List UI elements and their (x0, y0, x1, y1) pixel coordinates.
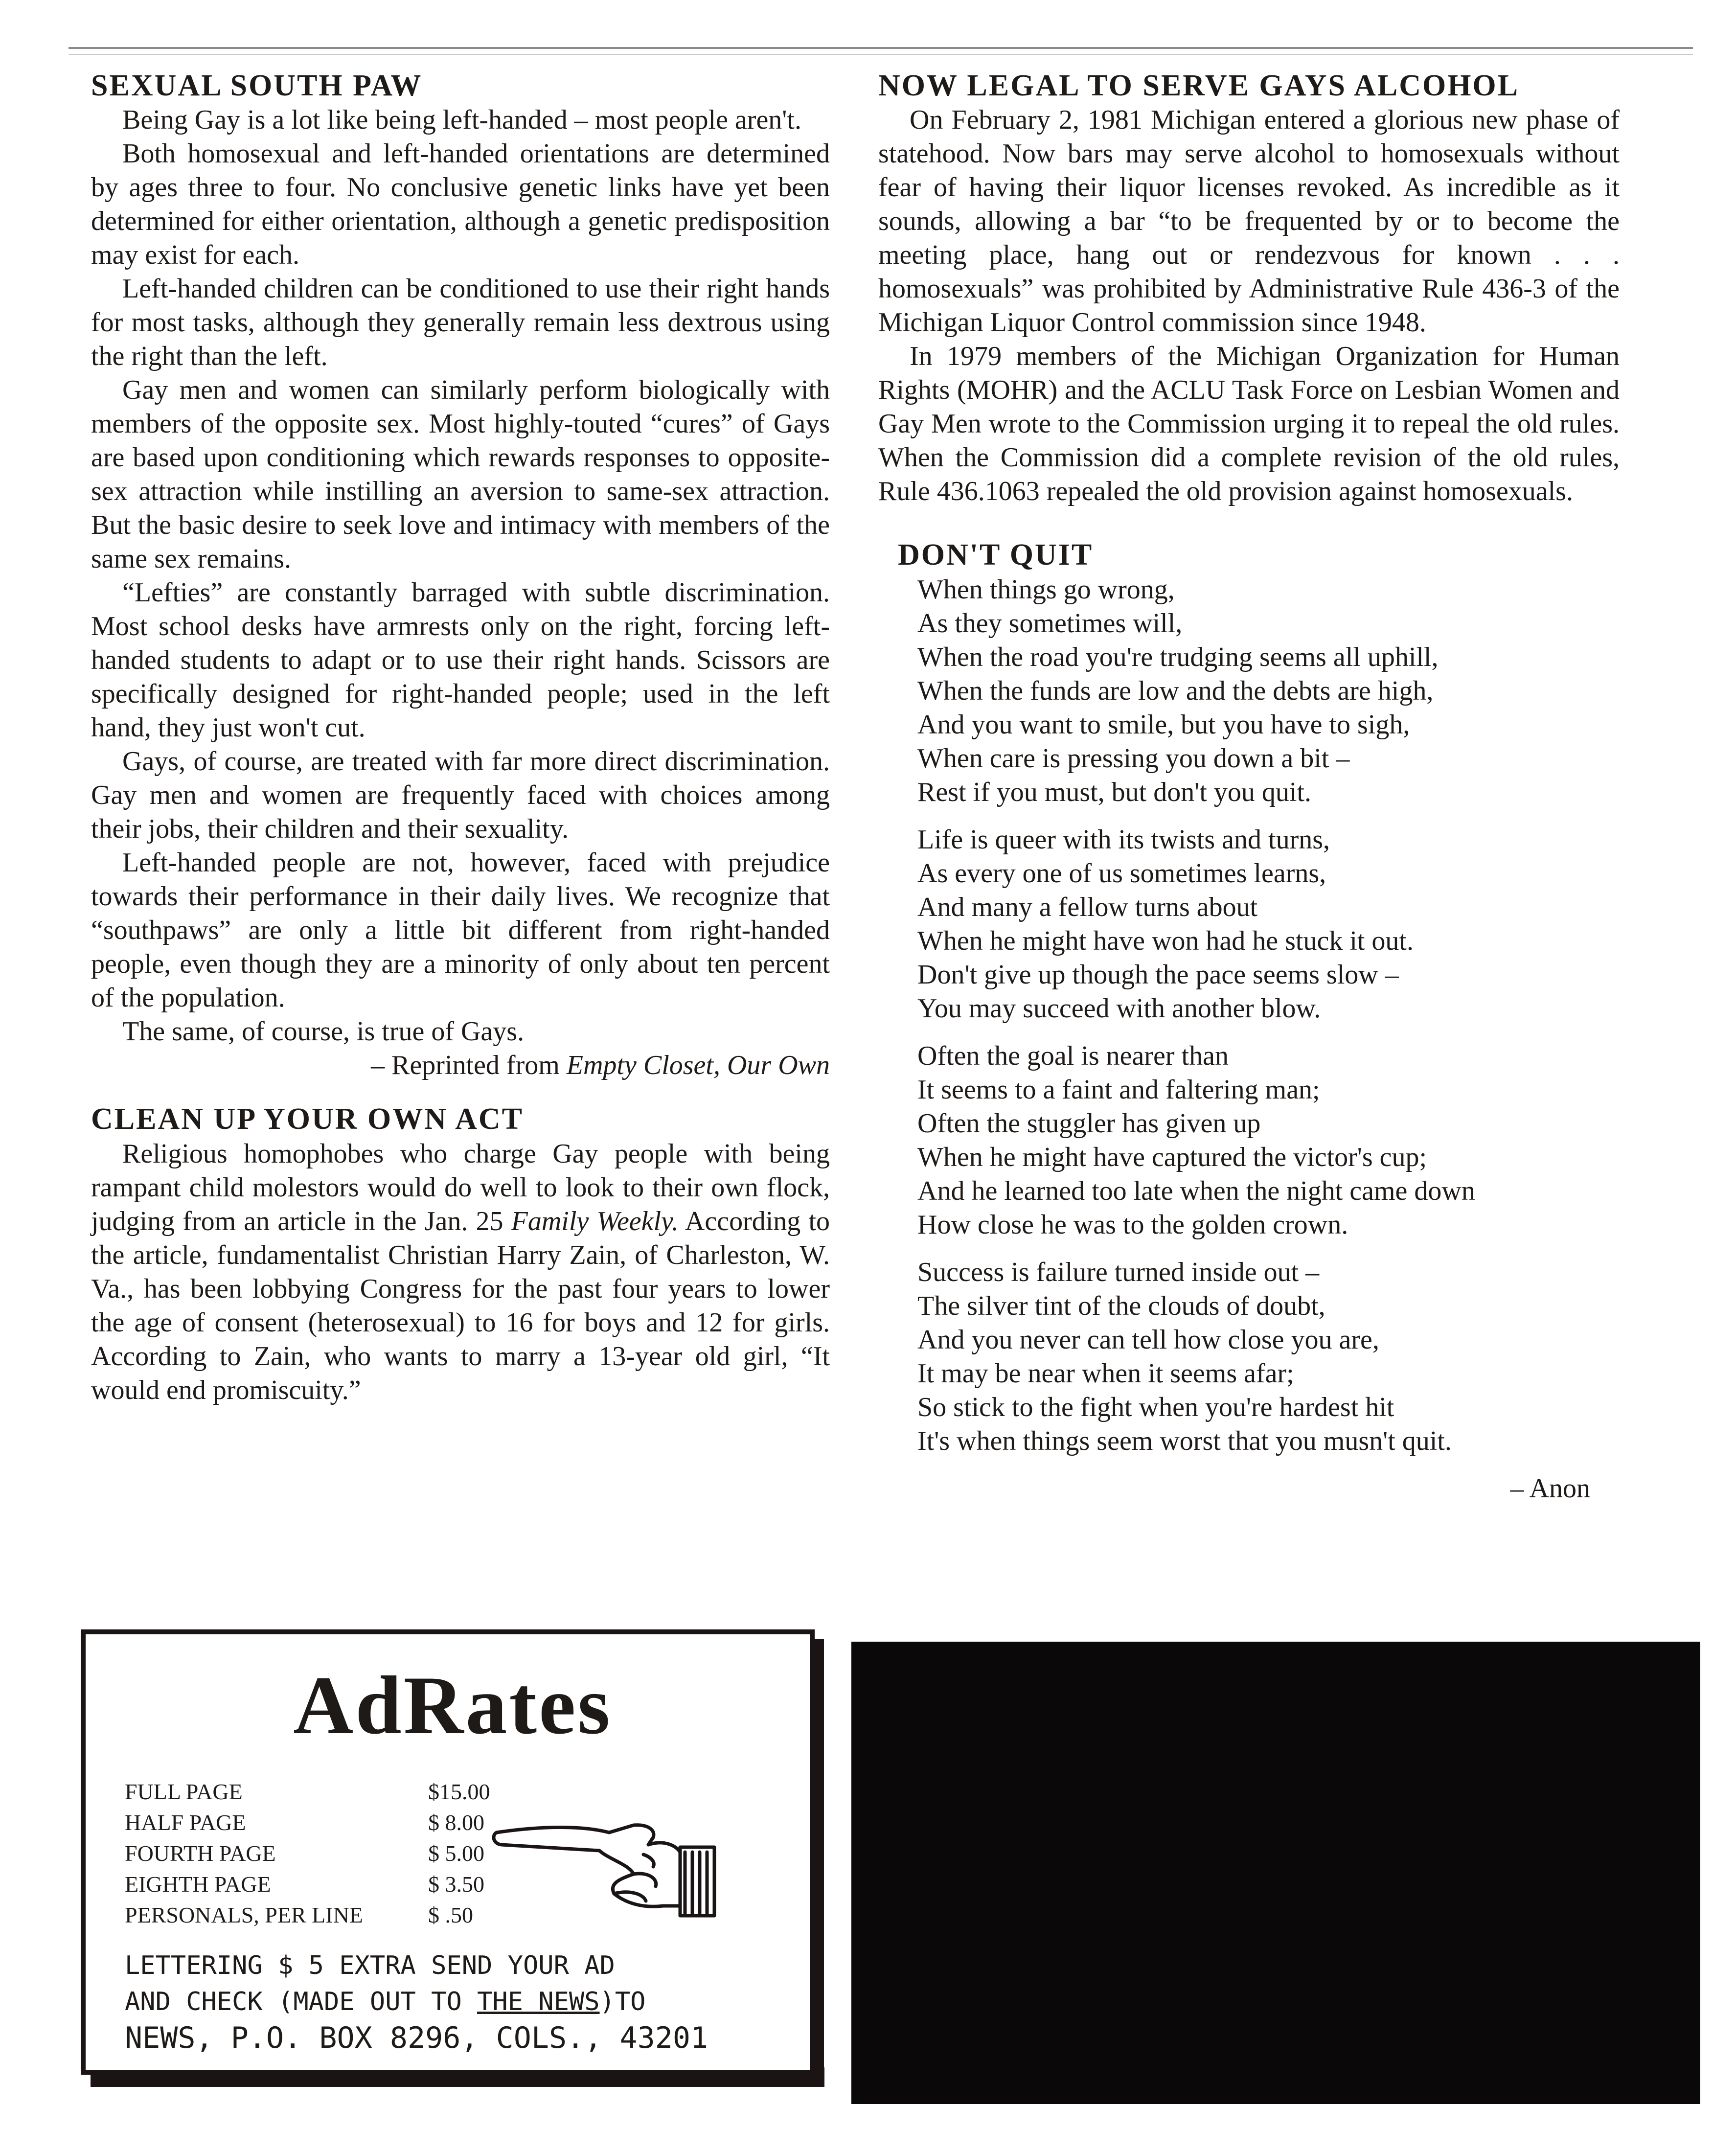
credit-source: Empty Closet, Our Own (566, 1050, 830, 1081)
paragraph: On February 2, 1981 Michigan entered a glorious new phase of statehood. Now bars may serve alcohol to homosexuals without fear of having their liquor licenses revoked. As incredible as it sounds, allowing a bar “to be frequented by or to become the meeting place, hang out or rendezvous for known . . . homosexuals” was prohibited by Administrative Rule 436-3 of the Michigan Liquor Control commission since 1948. (878, 105, 1620, 338)
rate-price: $ 5.00 (428, 1841, 484, 1866)
stanza (917, 1256, 1620, 1458)
publication-name: Family Weekly. (511, 1206, 679, 1237)
rates-list (125, 1776, 526, 1930)
paragraph: Gay men and women can similarly perform biologically with members of the opposite sex. Most highly-touted “cures” of Gays are based upon conditioning which rewards responses to opposite-sex attraction while instilling an aversion to same-sex attraction. But the basic desire to seek love and intimacy with members of the same sex remains. (91, 375, 830, 574)
paragraph: Left-handed children can be conditioned to use their right hands for most tasks, although they generally remain less dextrous using the right than the left. (91, 274, 830, 372)
poem-line: Rest if you must, but don't you quit. (917, 777, 1311, 807)
poem-line: When he might have won had he stuck it out. (917, 925, 1414, 956)
rate-row (125, 1838, 526, 1869)
poem-line: You may succeed with another blow. (917, 993, 1321, 1024)
poem-line: Don't give up though the pace seems slow – (917, 959, 1399, 990)
paragraph-start: Religious homophobes who charge Gay people with being rampant child molestors would do well to look to their own flock, judging from an article in the Jan. 25 (91, 1138, 830, 1237)
ad-footer-address: NEWS, P.O. BOX 8296, COLS., 43201 (125, 2021, 708, 2055)
ad-rates-box (81, 1629, 815, 2075)
ad-footer-line: LETTERING $ 5 EXTRA SEND YOUR AD (125, 1951, 615, 1980)
poem-line: Often the goal is nearer than (917, 1040, 1229, 1071)
ad-title: AdRates (293, 1659, 612, 1751)
poem-line: Success is failure turned inside out – (917, 1257, 1320, 1287)
reprint-credit (91, 1049, 830, 1082)
credit-prefix: – Reprinted from (371, 1050, 567, 1081)
paragraph: Being Gay is a lot like being left-handed – most people aren't. (122, 105, 801, 136)
rate-name: PERSONALS, PER LINE (125, 1902, 363, 1927)
poem-line: And many a fellow turns about (917, 892, 1258, 922)
rate-price: $15.00 (428, 1779, 490, 1804)
rate-price: $ .50 (428, 1902, 473, 1927)
rate-row (125, 1900, 526, 1930)
paragraph-end: According to the article, fundamentalist Christian Harry Zain, of Charleston, W. Va., has been lobbying Congress for the past four years to lower the age of consent (heterosexual) to 16 for boys and 12 for girls. According to Zain, who wants to marry a 13-year old girl, “It would end promiscuity.” (91, 1206, 830, 1405)
poem-line: How close he was to the golden crown. (917, 1209, 1348, 1240)
top-rule-thin (69, 54, 1693, 55)
rate-price: $ 3.50 (428, 1872, 484, 1897)
newspaper-name: THE NEWS (477, 1987, 600, 2016)
poem-line: As every one of us sometimes learns, (917, 858, 1326, 889)
paragraph: In 1979 members of the Michigan Organization for Human Rights (MOHR) and the ACLU Task Force on Lesbian Women and Gay Men wrote to the Commission urging it to repeal the old rules. When the Commission did a complete revision of the old rules, Rule 436.1063 repealed the old provision against homosexuals. (878, 341, 1620, 507)
article-heading: SEXUAL SOUTH PAW (91, 69, 423, 102)
stanza (917, 823, 1620, 1026)
poem-line: As they sometimes will, (917, 608, 1183, 639)
rate-row (125, 1776, 526, 1807)
rate-name: FOURTH PAGE (125, 1841, 276, 1866)
rate-row (125, 1807, 526, 1838)
ad-footer-line (125, 1984, 708, 2020)
right-column (878, 69, 1620, 1506)
article-clean-up-your-own-act (91, 1102, 830, 1407)
poem-line: When the road you're trudging seems all uphill, (917, 641, 1439, 672)
ad-footer (125, 1947, 708, 2056)
top-rule (69, 47, 1693, 49)
poem-author: – Anon (1510, 1473, 1590, 1504)
stanza (917, 1039, 1620, 1242)
ad-footer-text: AND CHECK (MADE OUT TO (125, 1987, 478, 2016)
paragraph: The same, of course, is true of Gays. (122, 1016, 525, 1047)
paragraph: “Lefties” are constantly barraged with subtle discrimination. Most school desks have armrests only on the right, forcing left-handed students to adapt or to use their right hands. Scissors are specifically designed for right-handed people; used in the left hand, they just won't cut. (91, 577, 830, 743)
poem-dont-quit (878, 538, 1620, 1505)
article-sexual-south-paw (91, 69, 830, 1082)
paragraph: Both homosexual and left-handed orientations are determined by ages three to four. No conclusive genetic links have yet been determined for either orientation, although a genetic predisposition may exist for each. (91, 138, 830, 271)
poem-line: And you never can tell how close you are, (917, 1324, 1379, 1355)
poem-line: When things go wrong, (917, 574, 1175, 605)
poem-line: It's when things seem worst that you musn't quit. (917, 1425, 1452, 1456)
blacked-out-box (851, 1642, 1700, 2104)
poem-line: And he learned too late when the night came down (917, 1175, 1475, 1206)
rate-row (125, 1869, 526, 1900)
poem-line: The silver tint of the clouds of doubt, (917, 1290, 1325, 1321)
poem-body (917, 573, 1620, 1458)
poem-line: Life is queer with its twists and turns, (917, 824, 1330, 855)
pointing-hand-icon (487, 1806, 731, 1933)
paragraph (91, 1137, 830, 1407)
poem-heading: DON'T QUIT (898, 538, 1094, 572)
paragraph: Gays, of course, are treated with far more direct discrimination. Gay men and women are frequently faced with choices among their jobs, their children and their sexuality. (91, 746, 830, 845)
poem-line: It may be near when it seems afar; (917, 1358, 1294, 1389)
article-now-legal (878, 69, 1620, 508)
poem-line: When care is pressing you down a bit – (917, 743, 1350, 774)
article-heading: CLEAN UP YOUR OWN ACT (91, 1102, 524, 1136)
paragraph: Left-handed people are not, however, faced with prejudice towards their performance in their daily lives. We recognize that “southpaws” are only a little bit different from right-handed people, even though they are a minority of only about ten percent of the population. (91, 847, 830, 1013)
rate-name: EIGHTH PAGE (125, 1872, 271, 1897)
poem-line: So stick to the fight when you're hardest hit (917, 1392, 1394, 1422)
poem-line: Often the stuggler has given up (917, 1108, 1261, 1139)
poem-line: When he might have captured the victor's cup; (917, 1142, 1427, 1172)
stanza (917, 573, 1620, 809)
left-column (91, 69, 830, 1407)
rate-name: FULL PAGE (125, 1779, 243, 1804)
poem-line: When the funds are low and the debts are high, (917, 675, 1434, 706)
rate-name: HALF PAGE (125, 1810, 246, 1835)
poem-line: And you want to smile, but you have to sigh, (917, 709, 1410, 740)
article-heading: NOW LEGAL TO SERVE GAYS ALCOHOL (878, 69, 1519, 102)
ad-footer-text: )TO (599, 1987, 646, 2016)
rate-price: $ 8.00 (428, 1810, 484, 1835)
poem-line: It seems to a faint and faltering man; (917, 1074, 1320, 1105)
